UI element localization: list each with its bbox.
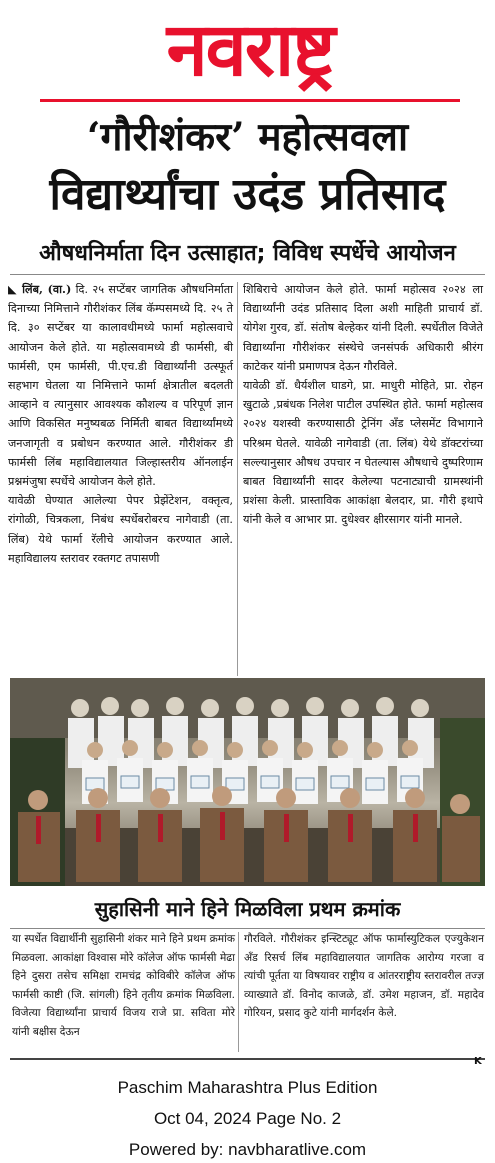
masthead bbox=[0, 0, 495, 100]
article-paragraph: यावेळी डॉ. धैर्यशील घाडगे, प्रा. माधुरी मोहिते, प्रा. रोहन खुटाळे ,प्रबंधक निलेश पाटील उपस्थित होते. फार्मा महोत्सव २०२४ यशस्वी करण्यासाठी ट्रेनिंग अँड प्लेसमेंट विभागाने परिश्रम घेतले. यावेळी नागेवाडी (ता. लिंब) येथे डॉक्टरांच्या सल्ल्यानुसार औषध उपचार न घेतल्यास औषधाचे दुष्परिणाम बाबत विद्यार्थ्यांनी सादर केलेल्या पटनाट्याची ग्रामस्थांनी प्रशंसा केली. प्रास्ताविक आकांक्षा बेलदार, प्रा. गौरी इथापे यांनी केले व आभार प्रा. दुधेश्वर क्षीरसागर यांनी मानले. bbox=[243, 379, 483, 527]
caption-rule bbox=[10, 928, 485, 929]
article-end-rule bbox=[10, 1058, 485, 1060]
footer-powered-by: Powered by: navbharatlive.com bbox=[128, 1140, 367, 1159]
subheadline-rule bbox=[10, 274, 485, 275]
group-photo bbox=[10, 678, 485, 886]
article-paragraph: शिबिराचे आयोजन केले होते. फार्मा महोत्सव २०२४ ला विद्यार्थ्यांनी उदंड प्रतिसाद दिला अशी माहिती प्राचार्य डॉ. योगेश गुरव, डॉ. संतोष बेल्हेकर यांनी दिली. स्पर्धेतील विजेते विद्यार्थ्यांना गौरीशंकर संस्थेचे जनसंपर्क अधिकारी श्रीरंग काटेकर यांनी प्रमाणपत्र देऊन गौरविले. bbox=[243, 283, 483, 373]
caption-heading: सुहासिनी माने हिने मिळविला प्रथम क्रमांक bbox=[94, 897, 401, 921]
article-column-2 bbox=[243, 280, 483, 530]
logo-text: नवराष्ट्र bbox=[166, 7, 334, 93]
caption-column-1 bbox=[12, 930, 235, 1042]
newspaper-logo bbox=[40, 0, 460, 100]
group-photo-illustration bbox=[10, 678, 485, 886]
footer-edition: Paschim Maharashtra Plus Edition bbox=[117, 1078, 378, 1097]
corner-mark: K bbox=[474, 1056, 482, 1067]
footer-date-page: Oct 04, 2024 Page No. 2 bbox=[153, 1109, 342, 1128]
article-paragraph: यावेळी घेण्यात आलेल्या पेपर प्रेझेंटेशन, वक्तृत्व, रांगोळी, चित्रकला, निबंध स्पर्धेबरोबरच नागेवाडी (ता. लिंब) येथे फार्मा रॅलीचे आयोजन करण्यात आले. महाविद्यालय स्तरावर रक्तगट तपासणी bbox=[8, 494, 233, 565]
article-column-1 bbox=[8, 280, 233, 568]
caption-text: गौरविले. गौरीशंकर इन्स्टिट्यूट ऑफ फार्मास्युटिकल एज्युकेशन अँड रिसर्च लिंब महाविद्यालयात जागतिक आरोग्य गरजा व त्यांची पूर्तता या विषयावर राष्ट्रीय व आंतरराष्ट्रीय स्तरावरील तज्ज्ञ व्याख्याते डॉ. विनोद काजळे, डॉ. उमेश महाजन, डॉ. महादेव गोरियन, प्रसाद कुटे यांनी मार्गदर्शन केले. bbox=[244, 933, 484, 1020]
article-text: दि. २५ सप्टेंबर जागतिक औषधनिर्माता दिनाच्या निमित्ताने गौरीशंकर लिंब कॅम्पसमध्ये दि. २५ ते दि. ३० सप्टेंबर या कालावधीमध्ये फार्मा महोत्सवाचे आयोजन केले होते. या महोत्सवामध्ये डी फार्मसी, बी फार्मसी, एम फार्मसी, पी.एच.डी विद्यार्थ्यांनी उत्स्फूर्त सहभाग घेतला या निमित्ताने फार्मा क्षेत्रातील बदलती आव्हाने व त्यानुसार आवश्यक कौशल्य व परिपूर्ण ज्ञान आणि विकसित मनुष्यबळ निर्मिती बाबत विद्यार्थ्यांमध्ये जनजागृती व प्रबोधन करण्यात आले. गौरीशंकर डी फार्मसी लिंब महाविद्यालयात जिल्हास्तरीय ऑनलाईन प्रश्नमंजुषा स्पर्धेचे आयोजन केले होते. bbox=[8, 283, 233, 489]
caption-column-2 bbox=[244, 930, 484, 1023]
article-paragraph bbox=[8, 280, 233, 491]
subheadline: औषधनिर्माता दिन उत्साहात; विविध स्पर्धेचे आयोजन bbox=[39, 241, 456, 266]
masthead-rule bbox=[40, 99, 460, 102]
headline-line1: ‘गौरीशंकर’ महोत्सवला bbox=[86, 114, 409, 160]
caption-text: या स्पर्धेत विद्यार्थीनी सुहासिनी शंकर माने हिने प्रथम क्रमांक मिळवला. आकांक्षा विश्वास मोरे कॉलेज ऑफ फार्मसी मेढा हिने दुसरा तसेच समिक्षा रामचंद्र कोविबीरे कॉलेज ऑफ फार्मसी काष्टी (जि. सांगली) हिने तृतीय क्रमांक मिळविला. विजेत्या विद्यार्थ्यांना प्राचार्य विजय राजे प्रा. सविता मोरे यांनी बक्षीस देऊन bbox=[12, 933, 235, 1038]
dateline: ◣ लिंब, (वा.) bbox=[8, 282, 72, 296]
headline-line2: विद्यार्थ्यांचा उदंड प्रतिसाद bbox=[49, 169, 446, 220]
column-divider bbox=[237, 282, 238, 676]
caption-divider bbox=[238, 932, 239, 1052]
